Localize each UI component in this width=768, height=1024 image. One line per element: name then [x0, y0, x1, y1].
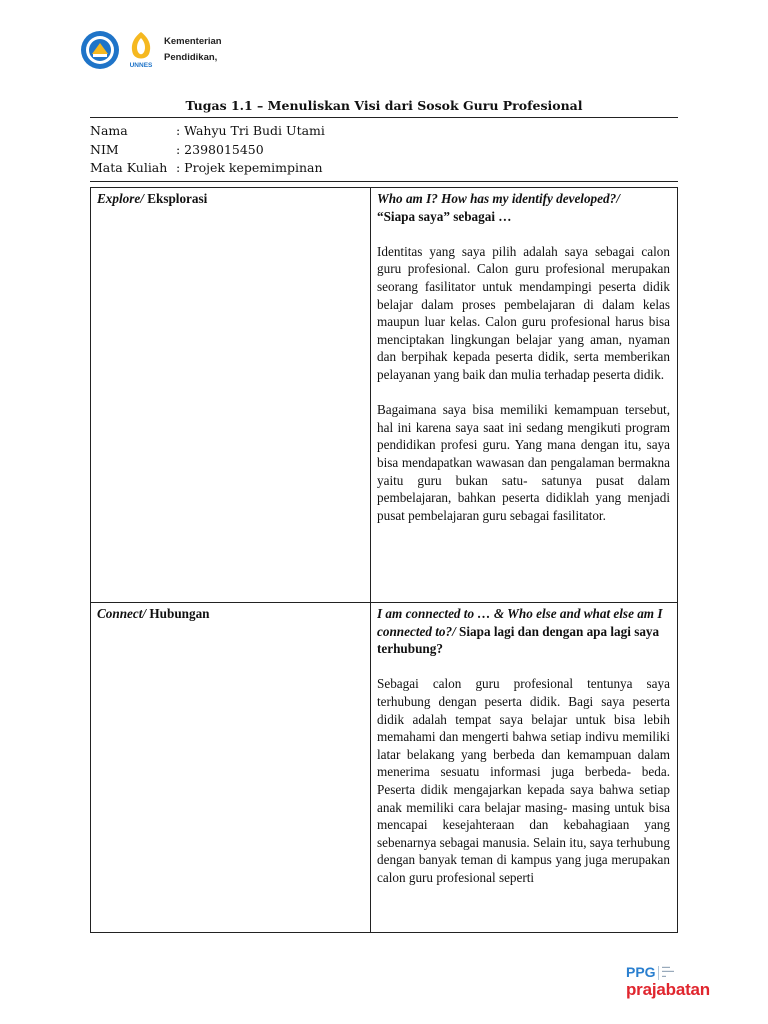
info-label: NIM [90, 141, 119, 157]
row-question [377, 605, 670, 658]
question-italic: I am connected to … & Who else and what else am I connected to?/ [377, 606, 663, 639]
paragraph: Identitas yang saya pilih adalah saya sebagai calon guru profesional. Calon guru profesional merupakan seorang fasilitator untuk mendampingi peserta didik belajar dalam proses pembelajaran di dalam kelas maupun luar kelas. Calon guru profesional harus bisa menciptakan lingkungan belajar yang aman, nyaman dan berpihak kepada peserta didik, serta memberikan pelayanan yang baik dan mulia terhadap peserta didik. [377, 243, 670, 382]
row-content-cell [371, 188, 678, 603]
title-divider [90, 117, 678, 118]
reflection-table [90, 187, 678, 933]
question-bold: Siapa lagi dan dengan apa lagi saya terhubung? [377, 623, 660, 657]
info-value: : Wahyu Tri Budi Utami [176, 123, 325, 138]
row-label-cell [91, 188, 371, 603]
ministry-name [164, 34, 222, 66]
info-divider [90, 181, 678, 182]
question-italic: Who am I? How has my identify developed?/ [377, 191, 620, 206]
logo-separator [658, 966, 659, 980]
student-info [90, 122, 325, 178]
row-label-cell [91, 603, 371, 933]
table-row-connect [91, 603, 678, 933]
row-label-italic: Explore/ [97, 191, 144, 206]
table-row-explore [91, 188, 678, 603]
prajabatan-wordmark: prajabatan [626, 980, 710, 999]
header [80, 30, 222, 74]
row-content-cell [371, 603, 678, 933]
ministry-line1: Kementerian [164, 36, 222, 47]
row-label-bold: Eksplorasi [143, 191, 208, 206]
unnes-logo [124, 30, 158, 70]
paragraph: Sebagai calon guru profesional tentunya saya terhubung dengan peserta didik. Bagi saya peserta didik adalah tempat saya belajar untuk bisa lebih memahami dan mengerti bahwa setiap indivu memiliki latar belakang yang berbeda dan kemampuan dalam menerima sesuatu informasi juga berbeda- beda. Peserta didik mengajarkan kepada saya bahwa setiap anak memiliki cara belajar masing- masing untuk bisa mencapai kesejahteraan dan kebahagiaan yang sebenarnya sebagai manusia. Selain itu, saya terhubung dengan banyak teman di kampus yang juga merupakan calon guru profesional seperti [377, 676, 670, 885]
question-bold: “Siapa saya” sebagai … [377, 208, 512, 224]
info-value: : 2398015450 [176, 141, 264, 157]
ppg-prajabatan-logo [626, 962, 718, 1002]
row-content-clip [377, 605, 670, 917]
info-row-name [90, 122, 325, 141]
ppg-wordmark: PPG [626, 964, 656, 980]
kemdikbud-logo [80, 30, 120, 70]
info-value: : Projek kepemimpinan [176, 160, 323, 175]
row-label-italic: Connect/ [97, 606, 147, 621]
row-label-bold: Hubungan [146, 606, 210, 621]
row-question [377, 190, 670, 225]
ministry-line2: Pendidikan, [164, 52, 218, 63]
info-row-course [90, 159, 325, 178]
info-label: Nama [90, 123, 128, 138]
unnes-caption: UNNES [129, 62, 153, 69]
document-title: Tugas 1.1 – Menuliskan Visi dari Sosok Guru Profesional [185, 98, 583, 113]
ppg-tagline-graphic: ▬▬ ▬▬▬ ▬ [662, 964, 674, 978]
info-label: Mata Kuliah [90, 160, 168, 175]
paragraph: Bagaimana saya bisa memiliki kemampuan tersebut, hal ini karena saya saat ini sedang mengikuti program pendidikan profesi guru. Yang mana dengan itu, saya bisa mendapatkan wawasan dan pengalaman bermakna yaitu guru bukan satu- satunya pusat dalam pembelajaran, bahkan peserta didiklah yang menjadi pusat pembelajaran guru sebagai fasilitator. [377, 402, 670, 523]
info-row-nim [90, 141, 325, 160]
